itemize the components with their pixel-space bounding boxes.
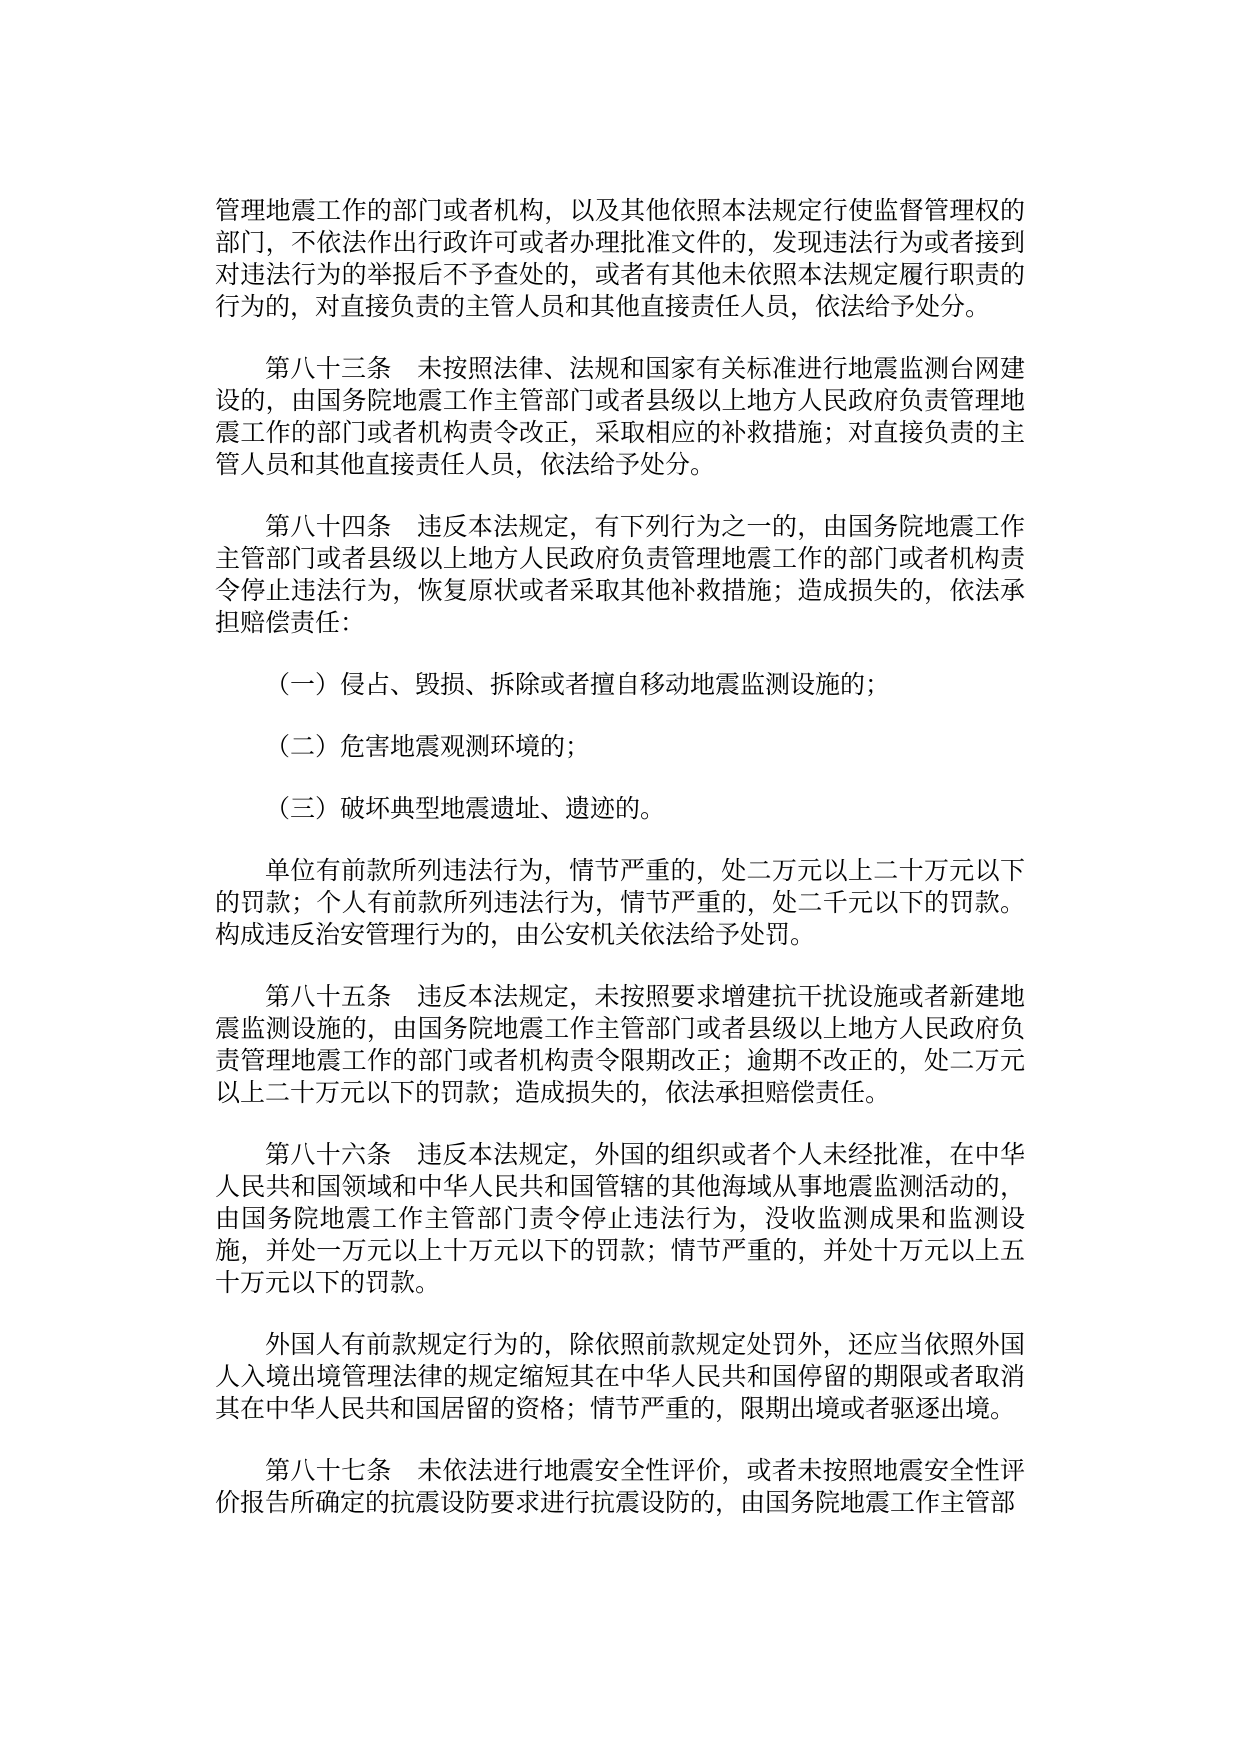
paragraph-continuation: 管理地震工作的部门或者机构，以及其他依照本法规定行使监督管理权的部门，不依法作出行政许可或者办理批准文件的，发现违法行为或者接到对违法行为的举报后不予查处的，或者有其他未依照本法规定履行职责的行为的，对直接负责的主管人员和其他直接责任人员，依法给予处分。 (215, 198, 1025, 321)
article-84-item-2: （二）危害地震观测环境的； (265, 734, 591, 761)
article-84-penalty-paragraph: 单位有前款所列违法行为，情节严重的，处二万元以上二十万元以下的罚款；个人有前款所列违法行为，情节严重的，处二千元以下的罚款。构成违反治安管理行为的，由公安机关依法给予处罚。 (215, 858, 1025, 949)
article-84-intro-paragraph: 第八十四条 违反本法规定，有下列行为之一的，由国务院地震工作主管部门或者县级以上地方人民政府负责管理地震工作的部门或者机构责令停止违法行为，恢复原状或者采取其他补救措施；造成损失的，依法承担赔偿责任： (215, 514, 1025, 637)
article-84-item-1: （一）侵占、毁损、拆除或者擅自移动地震监测设施的； (265, 672, 891, 699)
article-84-item-3: （三）破坏典型地震遗址、遗迹的。 (265, 796, 666, 823)
article-86-paragraph-1: 第八十六条 违反本法规定，外国的组织或者个人未经批准，在中华人民共和国领域和中华人民共和国管辖的其他海域从事地震监测活动的，由国务院地震工作主管部门责令停止违法行为，没收监测成果和监测设施，并处一万元以上十万元以下的罚款；情节严重的，并处十万元以上五十万元以下的罚款。 (215, 1142, 1025, 1297)
document-body (215, 196, 1025, 1520)
article-83-paragraph: 第八十三条 未按照法律、法规和国家有关标准进行地震监测台网建设的，由国务院地震工作主管部门或者县级以上地方人民政府负责管理地震工作的部门或者机构责令改正，采取相应的补救措施；对直接负责的主管人员和其他直接责任人员，依法给予处分。 (215, 356, 1025, 479)
article-86-paragraph-2: 外国人有前款规定行为的，除依照前款规定处罚外，还应当依照外国人入境出境管理法律的规定缩短其在中华人民共和国停留的期限或者取消其在中华人民共和国居留的资格；情节严重的，限期出境或者驱逐出境。 (215, 1332, 1025, 1423)
article-87-paragraph: 第八十七条 未依法进行地震安全性评价，或者未按照地震安全性评价报告所确定的抗震设防要求进行抗震设防的，由国务院地震工作主管部 (215, 1458, 1025, 1517)
article-85-paragraph: 第八十五条 违反本法规定，未按照要求增建抗干扰设施或者新建地震监测设施的，由国务院地震工作主管部门或者县级以上地方人民政府负责管理地震工作的部门或者机构责令限期改正；逾期不改正的，处二万元以上二十万元以下的罚款；造成损失的，依法承担赔偿责任。 (215, 984, 1025, 1107)
